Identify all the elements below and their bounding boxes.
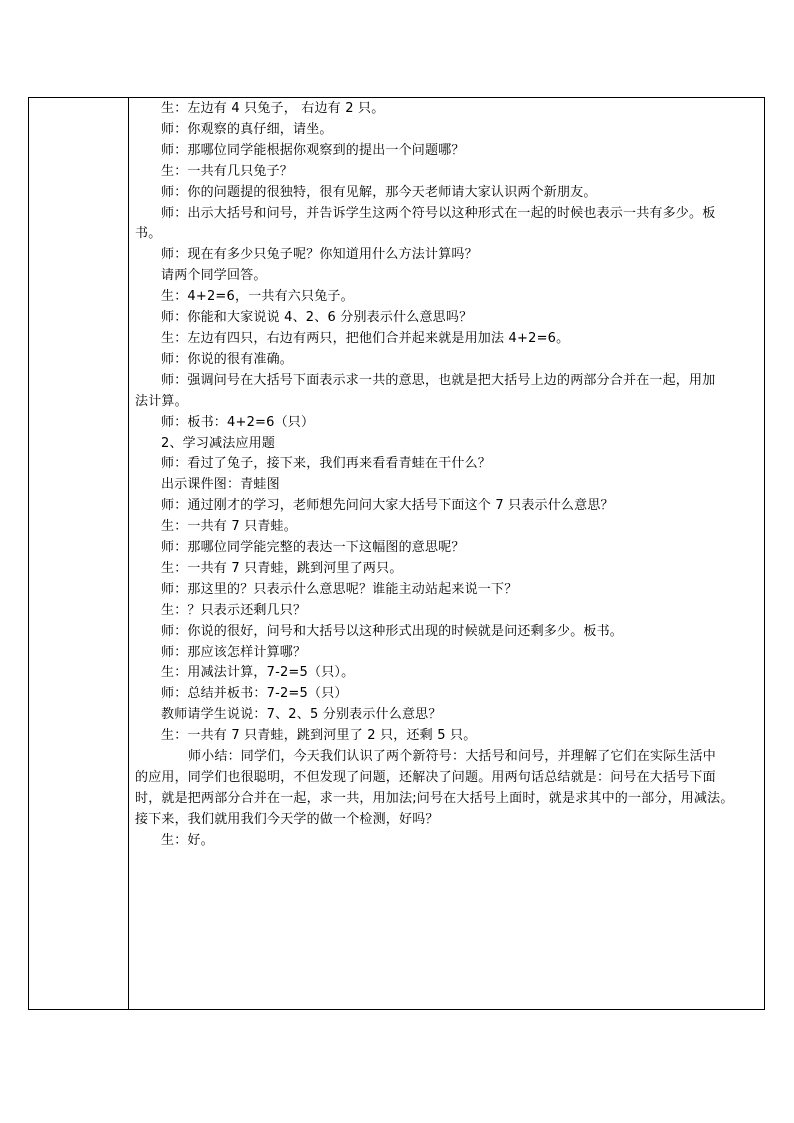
lesson-line: 请两个同学回答。 (161, 268, 267, 284)
lesson-line: 生：4+2=6，一共有六只兔子。 (161, 289, 354, 305)
lesson-line: 师：那应该怎样计算哪？ (161, 644, 307, 660)
lesson-line: 生：用减法计算，7-2=5（只）。 (161, 665, 355, 681)
lesson-line: 生：一共有 7 只青蛙，跳到河里了两只。 (161, 560, 403, 576)
lesson-line: 生：一共有 7 只青蛙，跳到河里了 2 只，还剩 5 只。 (161, 728, 477, 744)
lesson-line: 师：通过刚才的学习，老师想先问问大家大括号下面这个 7 只表示什么意思？ (161, 498, 614, 514)
lesson-line: 生：一共有几只兔子？ (161, 163, 294, 179)
lesson-line: 时，就是把两部分合并在一起，求一共，用加法;问号在大括号上面时，就是求其中的一部分，用减法。 (135, 790, 734, 806)
lesson-line: 出示课件图：青蛙图 (161, 477, 280, 493)
left-column-cell (29, 98, 129, 1009)
lesson-line: 生：左边有四只，右边有两只，把他们合并起来就是用加法 4+2=6。 (161, 330, 570, 346)
lesson-line: 的应用，同学们也很聪明，不但发现了问题，还解决了问题。用两句话总结就是：问号在大括号下面 (135, 770, 716, 785)
lesson-line: 教师请学生说说：7、2、5 分别表示什么意思？ (161, 707, 442, 723)
lesson-line: 法计算。 (135, 393, 188, 409)
lesson-line: 师：你说的很有准确。 (161, 351, 294, 367)
lesson-line: 师：看过了兔子，接下来，我们再来看看青蛙在干什么？ (161, 456, 492, 472)
lesson-line: 生：好。 (161, 832, 214, 848)
lesson-line: 生：一共有 7 只青蛙。 (161, 519, 297, 535)
lesson-line: 师：强调问号在大括号下面表示求一共的意思，也就是把大括号上边的两部分合并在一起，用加 (161, 372, 716, 388)
lesson-line: 师：那哪位同学能根据你观察到的提出一个问题哪？ (161, 142, 465, 158)
lesson-line: 生：左边有 4 只兔子， 右边有 2 只。 (161, 101, 385, 116)
lesson-line: 2、学习减法应用题 (161, 435, 276, 451)
lesson-line: 师：你的问题提的很独特，很有见解，那今天老师请大家认识两个新朋友。 (161, 184, 597, 200)
lesson-plan-table (28, 97, 765, 1010)
lesson-line: 师小结：同学们，今天我们认识了两个新符号：大括号和问号，并理解了它们在实际生活中 (188, 749, 717, 765)
lesson-line: 师：出示大括号和问号，并告诉学生这两个符号以这种形式在一起的时候也表示一共有多少。板 (161, 205, 716, 221)
lesson-line: 师：那哪位同学能完整的表达一下这幅图的意思呢？ (161, 540, 465, 556)
lesson-line: 接下来，我们就用我们今天学的做一个检测，好吗？ (135, 811, 439, 827)
lesson-line: 书。 (135, 226, 162, 242)
lesson-line: 师：你说的很好，问号和大括号以这种形式出现的时候就是问还剩多少。板书。 (161, 623, 624, 639)
lesson-line: 师：现在有多少只兔子呢？你知道用什么方法计算吗？ (161, 247, 478, 263)
lesson-content-cell (129, 98, 764, 1009)
lesson-line: 师：板书：4+2=6（只） (161, 414, 315, 430)
lesson-line: 师：总结并板书：7-2=5（只） (161, 686, 348, 702)
lesson-line: 师：你能和大家说说 4、2、6 分别表示什么意思吗？ (161, 310, 473, 326)
lesson-line: 生：？只表示还剩几只？ (161, 602, 307, 618)
lesson-line: 师：那这里的？只表示什么意思呢？谁能主动站起来说一下？ (161, 581, 518, 597)
lesson-line: 师：你观察的真仔细，请坐。 (161, 121, 333, 137)
